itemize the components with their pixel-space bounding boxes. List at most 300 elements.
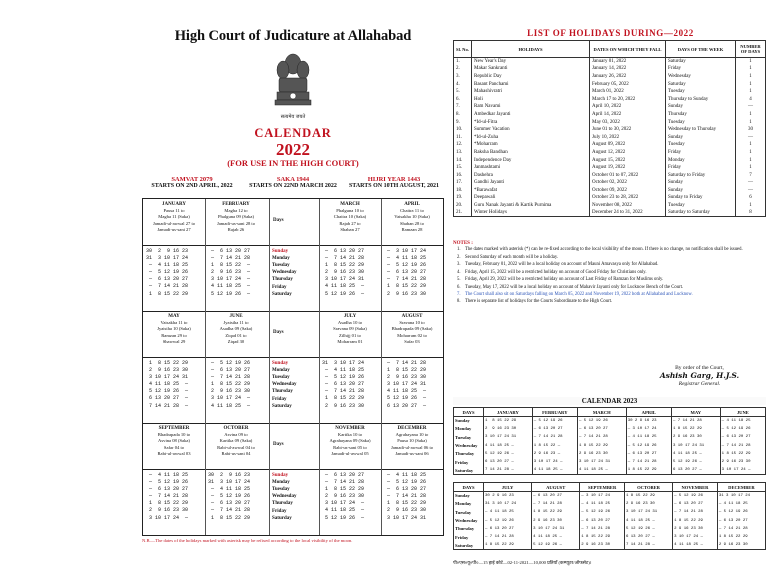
row-holiday: Ambedkar Jayanti [472,111,590,119]
row-count: 1 [736,118,766,126]
table-row [454,118,766,126]
weekday-label: Sunday [272,361,289,366]
cal-row [454,508,766,516]
note-text: Tuesday, February 01, 2022 will be a local holiday on account of Mauni Amavasya only for Allahabad. [465,262,659,268]
row-slno: 2. [454,65,472,73]
cal-month-days: 2 9 16 23 30 [624,500,672,508]
row-divider [143,357,443,358]
row-slno: 3. [454,73,472,81]
table-row [454,156,766,164]
row-weekday: Tuesday [666,202,736,210]
weekday-label: Wednesday [272,382,297,388]
note-number: 8. [457,299,461,305]
weekday-label: Sunday [272,473,289,478]
column-divider [205,199,206,535]
cal-month-days: — 7 14 21 28 [673,508,718,516]
cal-month-days: — 7 14 21 28 [580,525,625,533]
cal-month-header: APRIL [626,408,671,417]
era-name: SAMVAT 2079 [171,176,213,183]
row-slno: 21. [454,209,472,217]
row-holiday: Gandhi Jayanti [472,179,590,187]
cal-weekday: Monday [454,425,484,433]
row-holiday: Janmashtami [472,164,590,172]
row-date: January 01, 2022 [590,58,666,66]
cal-month-days: 1 8 15 22 — [532,441,577,449]
cal-month-days: 6 13 20 27 — [624,533,672,541]
row-date: November 08, 2022 [590,202,666,210]
cal-row [454,533,766,541]
note-text: Second Saturday of each month will be a holiday. [465,254,559,260]
cal-month-days: — 5 12 19 26 [626,441,671,449]
row-weekday: Tuesday [666,88,736,96]
col-holidays: HOLIDAYS [472,41,590,58]
weekday-label: Saturday [272,515,292,521]
cal-month-days: — 5 12 19 26 [484,516,532,524]
row-date: April 10, 2022 [590,103,666,111]
row-holiday: Raksha Bandhan [472,149,590,157]
cal-month-days: 2 9 16 23 30 [671,433,720,441]
calendar-subtitle: (FOR USE IN THE HIGH COURT) [227,158,359,168]
cal-month-days: 1 8 15 22 29 [720,450,765,458]
row-weekday: Saturday [666,80,736,88]
note-text: The dates marked with asterisk (*) can be re-fixed according to the local visibility of the moon. If there is no change, no notification shall be issued. [465,247,743,253]
weekday-label: Wednesday [272,270,297,276]
row-weekday: Sunday [666,103,736,111]
weekday-label: Thursday [272,389,293,395]
cal-month-header: MAY [671,408,720,417]
cal-weekday: Sunday [454,492,484,500]
month-days: — 6 13 20 27 — 7 14 21 28 1 8 15 22 29 2 9 16 23 30 3 10 17 24 31 4 11 18 25 — 5 12 19 26 — [325,248,365,297]
month-header [206,202,266,233]
row-count: 1 [736,88,766,96]
cal-month-days: 5 12 19 26 — [624,525,672,533]
row-holiday: Deepawali [472,194,590,202]
row-date: October 09, 2022 [590,187,666,195]
row-count: 1 [736,202,766,210]
table-row [454,179,766,187]
calendar-2023-second-half [453,482,766,550]
era-strip [142,176,444,192]
table-row [454,187,766,195]
month-name: OCTOBER [223,426,249,431]
cal-month-days: 1 8 15 22 29 [484,541,532,549]
cal-month-days: 31 3 10 17 24 [484,500,532,508]
note-item [453,247,766,253]
cal-weekday: Friday [454,533,484,541]
month-era-lines: Chaitra 11 to Vaisakha 10 (Saka) Shaban 28 to Ramzan 28 [394,208,430,232]
weekday-label: Tuesday [272,487,290,493]
cal-month-days: 2 9 16 23 30 [532,516,580,524]
row-weekday: Saturday to Friday [666,171,736,179]
col-slno: Sl. No. [454,41,472,58]
cal-month-days: — 4 11 18 25 [626,433,671,441]
cal-row [454,450,766,458]
signatory-name: Ashish Garg, H.J.S. [659,371,740,380]
row-holiday: Holi [472,95,590,103]
row-date: October 23 to 28, 2022 [590,194,666,202]
row-date: December 24 to 31, 2022 [590,209,666,217]
month-era-lines: Sravana 10 to Bhadrapada 09 (Saka) Moharram 02 to Safar 03 [391,320,433,344]
table-row [454,88,766,96]
row-date: January 14, 2022 [590,65,666,73]
cal-month-days: — 6 13 20 27 [717,516,765,524]
row-date: April 14, 2022 [590,111,666,119]
month-name: AUGUST [401,314,423,319]
note-text: The Court shall also sit on Saturdays falling on March 05, 2022 and November 19, 2022 both at Allahabad and Lucknow. [465,292,693,297]
cal-row [454,525,766,533]
calendar-2023-first-half [453,407,766,475]
cal-month-days: 4 11 18 25 — [577,466,626,474]
row-slno: 16. [454,171,472,179]
cal-month-header: OCTOBER [624,483,672,492]
row-count: — [736,187,766,195]
row-weekday: Saturday [666,58,736,66]
row-date: March 01, 2022 [590,88,666,96]
weekday-label: Monday [272,480,290,486]
month-header [320,314,380,345]
cal-month-days: 4 11 18 25 — [532,533,580,541]
days-label: Days [273,442,284,447]
cal-row [454,458,766,466]
row-slno: 1. [454,58,472,66]
note-number: 3. [457,262,461,268]
cal-month-header: DAYS [454,408,484,417]
weekday-label: Friday [272,284,287,290]
note-number: 4. [457,269,461,275]
note-text: There is separate list of holidays for the Courts Subordinate to the High Court. [465,299,613,305]
cal-month-days: 30 2 9 16 23 [484,492,532,500]
note-item [453,270,766,276]
cal-month-days: — 6 13 20 27 [577,425,626,433]
month-name: JANUARY [162,202,186,207]
era-saka [243,176,343,189]
cal-month-days: 1 8 15 22 29 [580,533,625,541]
cal-weekday: Sunday [454,417,484,425]
cal-month-days: 4 11 18 25 — [673,541,718,549]
cal-row [454,425,766,433]
era-name: SAKA 1944 [276,176,310,183]
note-number: 1. [457,247,461,253]
month-name: APRIL [404,202,420,207]
cal-month-header: MARCH [577,408,626,417]
cal-month-days: — 7 14 21 28 [532,500,580,508]
cal-weekday: Monday [454,500,484,508]
row-date: August 19, 2022 [590,164,666,172]
note-item [453,292,766,298]
row-holiday: *Id-ul-Fitra [472,118,590,126]
cal-month-days: — 7 14 21 28 [577,433,626,441]
row-date: June 01 to 30, 2022 [590,126,666,134]
weekday-label: Friday [272,508,287,514]
note-text: Tuesday, May 17, 2022 will be a local holiday on account of Mahavir Jayanti only for Lucknow Bench of the Court. [465,284,684,290]
row-count: 1 [736,65,766,73]
cal-row [454,433,766,441]
row-count: 1 [736,73,766,81]
notes-section [453,241,766,307]
month-name: DECEMBER [397,426,427,431]
cal-month-days: — 5 12 19 26 [532,417,577,425]
table-row [454,95,766,103]
row-count: 1 [736,141,766,149]
weekday-label: Thursday [272,277,293,283]
note-number: 6. [457,284,461,290]
note-number: 5. [457,277,461,283]
row-count: 7 [736,171,766,179]
cal-month-days: — 7 14 21 28 [532,433,577,441]
cal-weekday: Friday [454,458,484,466]
cal-month-days: — 4 11 18 25 [484,508,532,516]
row-weekday: Monday [666,156,736,164]
table-row [454,149,766,157]
month-era-lines: Kartika 10 to Agrahayana 09 (Saka) Rabi-us-sani 05 to Jamadi-ul-awwal 05 [329,432,371,456]
month-days: 30 2 9 16 23 31 3 10 17 24 — 4 11 18 25 — 5 12 19 26 — 6 13 20 27 — 7 14 21 28 1 8 15 22 29 [208,472,251,521]
table-row [454,58,766,66]
cal-month-days: — 7 14 21 28 [626,458,671,466]
row-slno: 18. [454,187,472,195]
cal-month-days: 1 8 15 22 29 [671,425,720,433]
era-start: STARTS ON 2ND APRIL, 2022 [151,183,233,189]
cal-row [454,441,766,449]
month-header [382,202,442,233]
row-slno: 12. [454,141,472,149]
note-number: 2. [457,254,461,260]
cal-row [454,516,766,524]
month-days: — 4 11 18 25 — 5 12 19 26 — 6 13 20 27 — 7 14 21 28 1 8 15 22 29 2 9 16 23 30 3 10 17 24 31 [387,472,427,521]
era-hijri [344,176,444,189]
cal-month-days: — 3 10 17 24 [580,492,625,500]
table-row [454,141,766,149]
row-weekday: Tuesday [666,118,736,126]
table-row [454,103,766,111]
row-count: 6 [736,194,766,202]
table-row [454,80,766,88]
month-era-lines: Bhadrapada 10 to Asvina 08 (Saka) Safar 04 to Rabi-ul-awwal 03 [157,432,191,456]
row-date: July 10, 2022 [590,133,666,141]
cal-month-days: 3 10 17 24 31 [532,525,580,533]
cal-month-days: 2 9 16 23 30 [580,541,625,549]
holiday-table [453,40,766,217]
table-row [454,209,766,217]
cal-month-days: — 6 13 20 27 [484,525,532,533]
cal-month-days: — 4 11 18 25 [717,500,765,508]
cal-month-days: 5 12 19 26 — [484,450,533,458]
holiday-list-title: LIST OF HOLIDAYS DURING—2022 [527,28,694,38]
cal-month-days: — 3 10 17 24 [626,425,671,433]
row-slno: 8. [454,111,472,119]
month-days: — 4 11 18 25 — 5 12 19 26 — 6 13 20 27 — 7 14 21 28 1 8 15 22 29 2 9 16 23 30 3 10 17 24 — [149,472,189,521]
row-count: 30 [736,126,766,134]
row-holiday: Independence Day [472,156,590,164]
row-weekday: Sunday [666,179,736,187]
month-header [320,426,380,457]
row-slno: 6. [454,95,472,103]
row-weekday: Thursday [666,111,736,119]
row-weekday: Sunday to Friday [666,194,736,202]
cal-month-days: 7 14 21 28 — [484,466,533,474]
cal-month-days: 1 8 15 22 29 [626,466,671,474]
cal-month-days: — 7 14 21 28 [671,417,720,425]
weekday-label: Tuesday [272,263,290,269]
cal-month-days: 6 13 20 27 — [484,458,533,466]
note-text: Friday, April 15, 2022 will be a restricted holiday on account of Good Friday for Christians only. [465,269,647,275]
cal-month-days: 1 8 15 22 29 [717,533,765,541]
cal-month-header: SEPTEMBER [580,483,625,492]
cal-month-days: 1 8 15 22 29 [532,508,580,516]
note-number: 7. [457,292,461,297]
note-text: Friday, April 29, 2022 will be a restricted holiday on account of Last Friday of Ramzan for Muslims only. [465,277,664,283]
month-header [382,426,442,457]
weekday-label: Friday [272,396,287,402]
cal-month-header: NOVEMBER [673,483,718,492]
cal-month-days: 5 12 19 26 — [532,541,580,549]
month-header [144,202,204,233]
row-slno: 9. [454,118,472,126]
row-holiday: Guru Nanak Jayanti & Kartik Purnima [472,202,590,210]
row-holiday: Makar Sankranti [472,65,590,73]
month-era-lines: Magha 12 to Phalguna 09 (Saka) Jamadi-us-sani 28 to Rajab 26 [216,208,256,232]
cal-month-days: — 4 11 18 25 [720,417,765,425]
month-name: FEBRUARY [222,202,250,207]
svg-text:सत्यमेव जयते: सत्यमेव जयते [280,114,306,120]
cal-month-days: — 7 14 21 28 [720,441,765,449]
row-holiday: Summer Vacation [472,126,590,134]
cal-month-days: 4 11 18 25 — [532,466,577,474]
cal-month-header: DECEMBER [717,483,765,492]
column-divider [269,199,270,535]
month-era-lines: Agrahayana 10 to Pausa 10 (Saka) Jamadi-ul-awwal 06 to Jamadi-us-sani 06 [390,432,434,456]
cal-month-header: JANUARY [484,408,533,417]
cal-row [454,492,766,500]
weekday-label: Tuesday [272,375,290,381]
cal-month-header: FEBRUARY [532,408,577,417]
weekday-label: Thursday [272,501,293,507]
row-divider [143,469,443,470]
calendar-2023-title: CALENDAR 2023 [453,397,766,405]
cal-month-days: — 6 13 20 27 [532,492,580,500]
row-holiday: Dashehra [472,171,590,179]
row-weekday: Wednesday to Thursday [666,126,736,134]
table-row [454,65,766,73]
row-holiday: New Year's Day [472,58,590,66]
signature-block [633,364,766,388]
column-divider [319,199,320,535]
row-count: 8 [736,209,766,217]
cal-month-days: 2 9 16 23 — [532,450,577,458]
nb-note: N.B.—The dates of the holidays marked with asterisk may be refixed according to the local visibility of the moon. [142,538,353,543]
cal-month-header: JUNE [720,408,765,417]
cal-row [454,466,766,474]
registrar-title: Registrar General. [678,381,721,387]
row-weekday: Wednesday [666,73,736,81]
row-slno: 10. [454,126,472,134]
calendar-word: CALENDAR [254,126,332,140]
row-holiday: Mahashivratri [472,88,590,96]
month-era-lines: Asvina 09 to Kartika 09 (Saka) Rabi-ul-awwal 04 to Rabi-us-sani 04 [217,432,255,456]
month-era-lines: Asadha 10 to Sravana 09 (Saka) Zilhijj 01 to Moharram 01 [333,320,367,344]
row-weekday: Thursday to Sunday [666,95,736,103]
era-samvat [142,176,242,189]
table-row [454,164,766,172]
cal-month-days: — 5 12 19 26 [673,492,718,500]
row-holiday: Winter Holidays [472,209,590,217]
cal-month-days: 4 11 18 25 — [484,441,533,449]
cal-weekday: Wednesday [454,516,484,524]
cal-month-days: — 5 12 19 26 [720,425,765,433]
row-count: — [736,133,766,141]
row-weekday: Tuesday [666,141,736,149]
row-slno: 20. [454,202,472,210]
row-slno: 7. [454,103,472,111]
row-slno: 14. [454,156,472,164]
cal-month-days: 2 9 16 23 30 [717,541,765,549]
days-label: Days [273,218,284,223]
cal-month-days: 30 2 9 16 23 [626,417,671,425]
notes-title: NOTES : [453,241,473,246]
month-header [382,314,442,345]
weekday-label: Monday [272,368,290,374]
cal-month-days: — 5 12 19 26 [717,508,765,516]
row-holiday: *Moharram [472,141,590,149]
cal-month-days: 6 13 20 27 — [671,466,720,474]
month-name: JUNE [229,314,243,319]
cal-month-days: 4 11 18 25 — [671,450,720,458]
cal-month-days: — 6 13 20 27 [532,425,577,433]
right-panel [453,28,768,565]
cal-weekday: Thursday [454,525,484,533]
note-item [453,262,766,268]
table-row [454,73,766,81]
cal-month-days: 5 12 19 26 — [671,458,720,466]
row-slno: 19. [454,194,472,202]
note-item [453,299,766,305]
row-slno: 4. [454,80,472,88]
cal-month-days: — 5 12 19 26 [577,417,626,425]
cal-month-days: — 7 14 21 28 [484,533,532,541]
cal-month-days: — 5 12 19 26 [580,508,625,516]
row-slno: 17. [454,179,472,187]
row-weekday: Friday [666,65,736,73]
month-days: 30 2 9 16 23 31 3 10 17 24 — 4 11 18 25 — 5 12 19 26 — 6 13 20 27 — 7 14 21 28 1 8 15 22 29 [146,248,189,297]
row-divider [143,245,443,246]
month-header [144,314,204,345]
month-era-lines: Phalguna 10 to Chaitra 10 (Saka) Rajab 27 to Shaban 27 [333,208,367,232]
row-date: August 12, 2022 [590,149,666,157]
table-row [454,133,766,141]
cal-row [454,500,766,508]
weekday-label: Monday [272,256,290,262]
cal-month-days: 1 8 15 22 29 [484,417,533,425]
month-name: SEPTEMBER [158,426,190,431]
month-name: MARCH [340,202,360,207]
row-date: October 02, 2022 [590,179,666,187]
cal-month-header: AUGUST [532,483,580,492]
era-name: HIJRI YEAR 1443 [367,176,421,183]
month-era-lines: Vaisakha 11 to Jyaistha 10 (Saka) Ramzan 29 to Shawwal 29 [157,320,191,344]
row-count: 1 [736,149,766,157]
court-title: High Court of Judicature at Allahabad [174,28,412,44]
cal-weekday: Saturday [454,541,484,549]
cal-month-days: 3 10 17 24 31 [624,508,672,516]
month-header [206,426,266,457]
era-start: STARTS ON 22ND MARCH 2022 [249,183,337,189]
row-holiday: *Id-ul-Zuha [472,133,590,141]
weekday-label: Saturday [272,403,292,409]
row-count: 1 [736,58,766,66]
table-row [454,111,766,119]
weekday-label: Saturday [272,291,292,297]
row-divider [143,311,443,312]
row-slno: 13. [454,149,472,157]
